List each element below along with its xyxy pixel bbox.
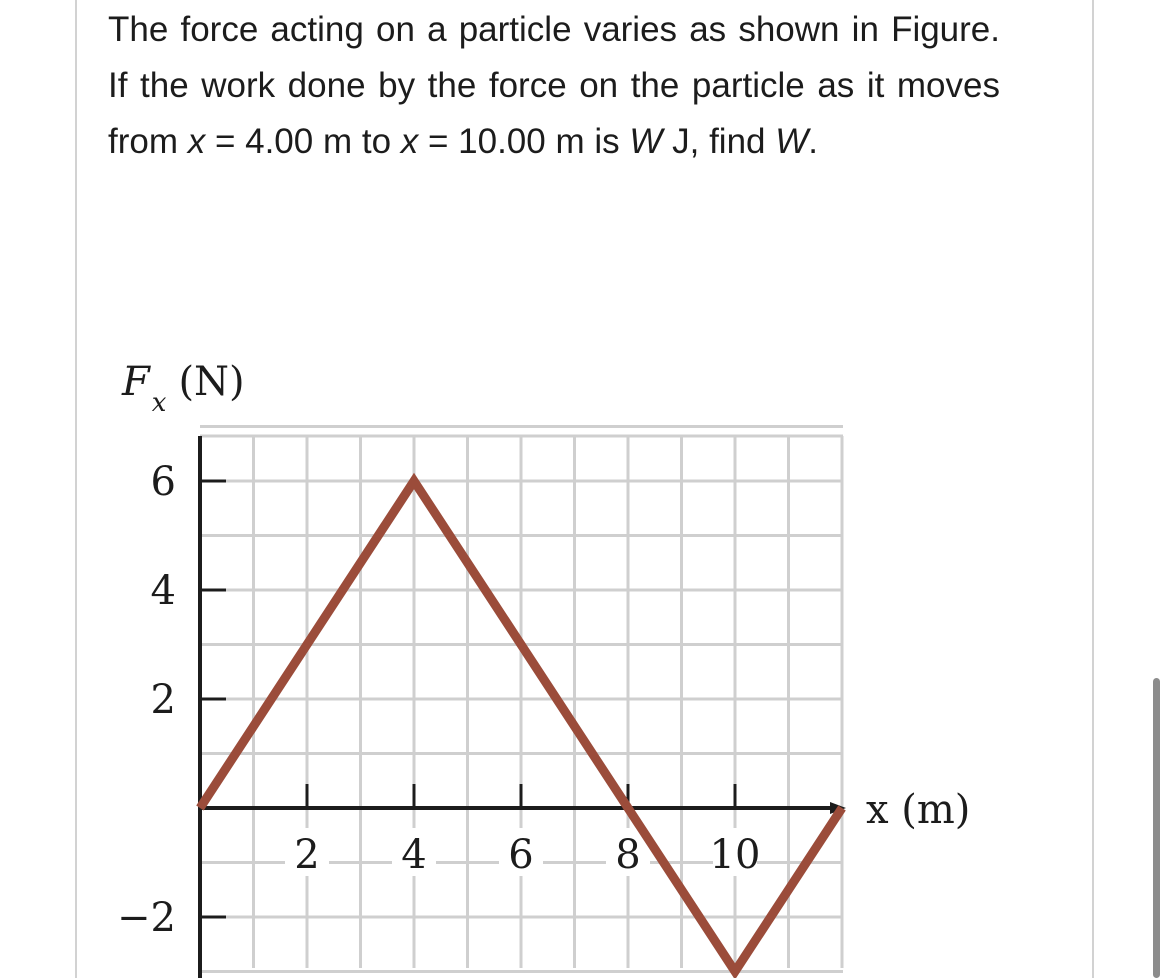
question-text-part: = 10.00 m is xyxy=(418,122,630,161)
y-axis-label xyxy=(121,359,245,418)
variable-x: x xyxy=(400,122,419,161)
question-text-part: = 4.00 m to xyxy=(205,122,401,161)
chart-axes xyxy=(200,436,846,978)
variable-w: W xyxy=(629,122,663,161)
question-text-part: The force acting on a particle varies as shown in Figure. If the work done by the force on the particle as it moves from xyxy=(108,10,1000,161)
y-tick-label: 4 xyxy=(150,568,176,614)
chart-grid xyxy=(200,427,843,972)
variable-x: x xyxy=(187,122,206,161)
x-tick-label: 10 xyxy=(709,832,761,878)
y-tick-label: 6 xyxy=(150,459,176,505)
y-axis-label-unit: (N) xyxy=(178,359,245,405)
y-tick-label: −2 xyxy=(117,895,176,941)
x-tick-label: 8 xyxy=(615,832,641,878)
x-tick-label: 4 xyxy=(401,832,427,878)
y-axis-label-subscript: x xyxy=(151,388,167,418)
y-tick-label: 2 xyxy=(150,677,176,723)
x-tick-label: 2 xyxy=(294,832,320,878)
x-axis-label: x (m) xyxy=(866,787,971,833)
variable-w: W xyxy=(775,122,809,161)
question-text-part: . xyxy=(808,122,818,161)
x-tick-label: 6 xyxy=(508,832,534,878)
y-axis-label-main: F xyxy=(122,359,150,405)
question-text-part: J, find xyxy=(662,122,776,161)
